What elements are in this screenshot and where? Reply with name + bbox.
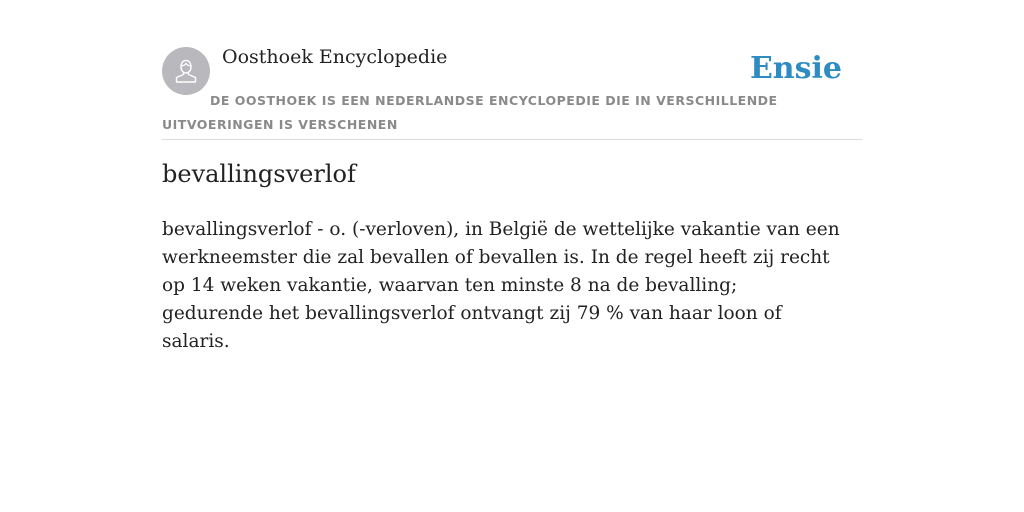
ensie-logo[interactable]: Ensie xyxy=(749,51,842,86)
source-description: DE OOSTHOEK IS EEN NEDERLANDSE ENCYCLOPEDIE DIE IN VERSCHILLENDE UITVOERINGEN IS VERSCHENEN xyxy=(162,93,778,132)
page xyxy=(162,0,862,352)
article-body: bevallingsverlof - o. (-verloven), in België de wettelijke vakantie van een werkneemster die zal bevallen of bevallen is. In de regel heeft zij recht op 14 weken vakantie, waarvan ten minste 8 na de bevalling; gedurende het bevallingsverlof ontvangt zij 79 % van haar loon of salaris. xyxy=(162,219,840,352)
source-title[interactable]: Oosthoek Encyclopedie xyxy=(222,46,448,68)
user-outline-icon xyxy=(171,56,201,86)
source-header xyxy=(162,0,862,140)
source-avatar[interactable] xyxy=(162,47,210,95)
article-title: bevallingsverlof xyxy=(162,160,356,188)
